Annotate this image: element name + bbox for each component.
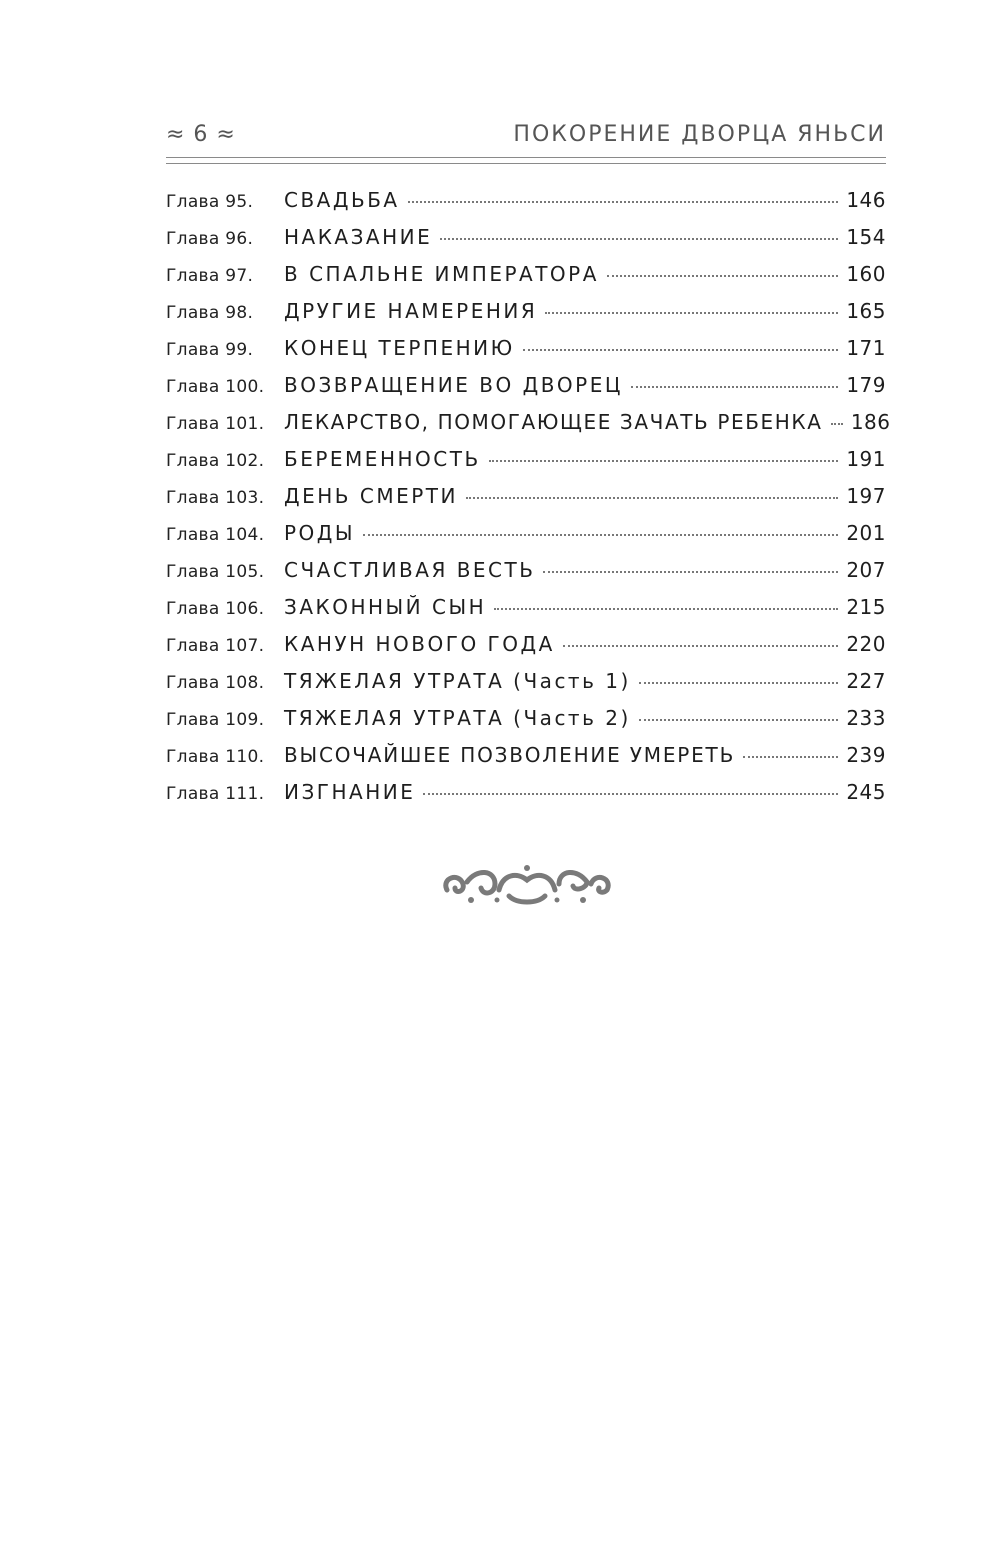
toc-entry [166,484,886,521]
toc-entry [166,410,891,447]
chapter-title: КОНЕЦ ТЕРПЕНИЮ [284,336,515,360]
chapter-title: СЧАСТЛИВАЯ ВЕСТЬ [284,558,536,582]
chapter-label: Глава 104. [166,525,265,545]
page-number: ≈ 6 ≈ [166,122,236,147]
chapter-title: ВОЗВРАЩЕНИЕ ВО ДВОРЕЦ [284,373,623,397]
dot-leader [743,756,838,758]
chapter-title: ДРУГИЕ НАМЕРЕНИЯ [284,299,538,323]
dot-leader [831,423,843,425]
toc-entry [166,262,886,299]
dot-leader [631,386,838,388]
toc-entry [166,373,886,410]
dot-leader [639,682,838,684]
page-ref: 154 [846,225,886,249]
chapter-label: Глава 97. [166,266,254,286]
chapter-label: Глава 103. [166,488,265,508]
chapter-title: ЛЕКАРСТВО, ПОМОГАЮЩЕЕ ЗАЧАТЬ РЕБЕНКА [284,410,823,434]
table-of-contents [166,188,891,817]
toc-entry [166,706,886,743]
header-rule-bottom [166,163,886,164]
dot-leader [523,349,838,351]
dot-leader [408,201,838,203]
chapter-label: Глава 105. [166,562,265,582]
chapter-label: Глава 108. [166,673,265,693]
running-header [166,122,886,152]
chapter-title: ВЫСОЧАЙШЕЕ ПОЗВОЛЕНИЕ УМЕРЕТЬ [284,743,736,767]
decorative-ornament-icon [437,860,617,912]
toc-entry [166,188,886,225]
dot-leader [494,608,838,610]
chapter-title: ЗАКОННЫЙ СЫН [284,595,487,619]
page-ref: 179 [846,373,886,397]
page-ref: 215 [846,595,886,619]
chapter-label: Глава 96. [166,229,254,249]
dot-leader [440,238,838,240]
page-ref: 201 [846,521,886,545]
chapter-title: ДЕНЬ СМЕРТИ [284,484,458,508]
chapter-title: ТЯЖЕЛАЯ УТРАТА (Часть 1) [284,669,631,693]
page-ref: 197 [846,484,886,508]
page-ref: 165 [846,299,886,323]
toc-entry [166,336,886,373]
dot-leader [545,312,838,314]
page-ref: 160 [846,262,886,286]
chapter-title: СВАДЬБА [284,188,400,212]
chapter-label: Глава 101. [166,414,265,434]
dot-leader [466,497,838,499]
toc-entry [166,521,886,558]
dot-leader [607,275,838,277]
toc-entry [166,632,886,669]
page-ref: 207 [846,558,886,582]
dot-leader [423,793,838,795]
chapter-label: Глава 107. [166,636,265,656]
dot-leader [543,571,838,573]
page-ref: 245 [846,780,886,804]
chapter-title: БЕРЕМЕННОСТЬ [284,447,481,471]
chapter-label: Глава 111. [166,784,265,804]
dot-leader [363,534,838,536]
chapter-title: ТЯЖЕЛАЯ УТРАТА (Часть 2) [284,706,631,730]
chapter-title: НАКАЗАНИЕ [284,225,433,249]
chapter-title: РОДЫ [284,521,356,545]
page-ref: 239 [846,743,886,767]
running-title: ПОКОРЕНИЕ ДВОРЦА ЯНЬСИ [513,122,886,147]
dot-leader [489,460,838,462]
toc-entry [166,299,886,336]
header-rule-top [166,157,886,158]
toc-entry [166,225,886,262]
page-ref: 186 [850,410,891,434]
chapter-label: Глава 110. [166,747,265,767]
toc-entry [166,780,886,817]
toc-entry [166,447,886,484]
page-ref: 233 [846,706,886,730]
page-ref: 146 [846,188,886,212]
dot-leader [563,645,838,647]
chapter-label: Глава 106. [166,599,265,619]
page-ref: 227 [846,669,886,693]
page-ref: 171 [846,336,886,360]
chapter-label: Глава 100. [166,377,265,397]
toc-entry [166,743,886,780]
chapter-label: Глава 99. [166,340,254,360]
page-ref: 191 [846,447,886,471]
chapter-title: КАНУН НОВОГО ГОДА [284,632,555,656]
chapter-label: Глава 95. [166,192,254,212]
chapter-title: В СПАЛЬНЕ ИМПЕРАТОРА [284,262,599,286]
chapter-title: ИЗГНАНИЕ [284,780,416,804]
chapter-label: Глава 109. [166,710,265,730]
toc-entry [166,595,886,632]
toc-entry [166,558,886,595]
page-ref: 220 [846,632,886,656]
toc-entry [166,669,886,706]
chapter-label: Глава 98. [166,303,254,323]
chapter-label: Глава 102. [166,451,265,471]
dot-leader [639,719,838,721]
